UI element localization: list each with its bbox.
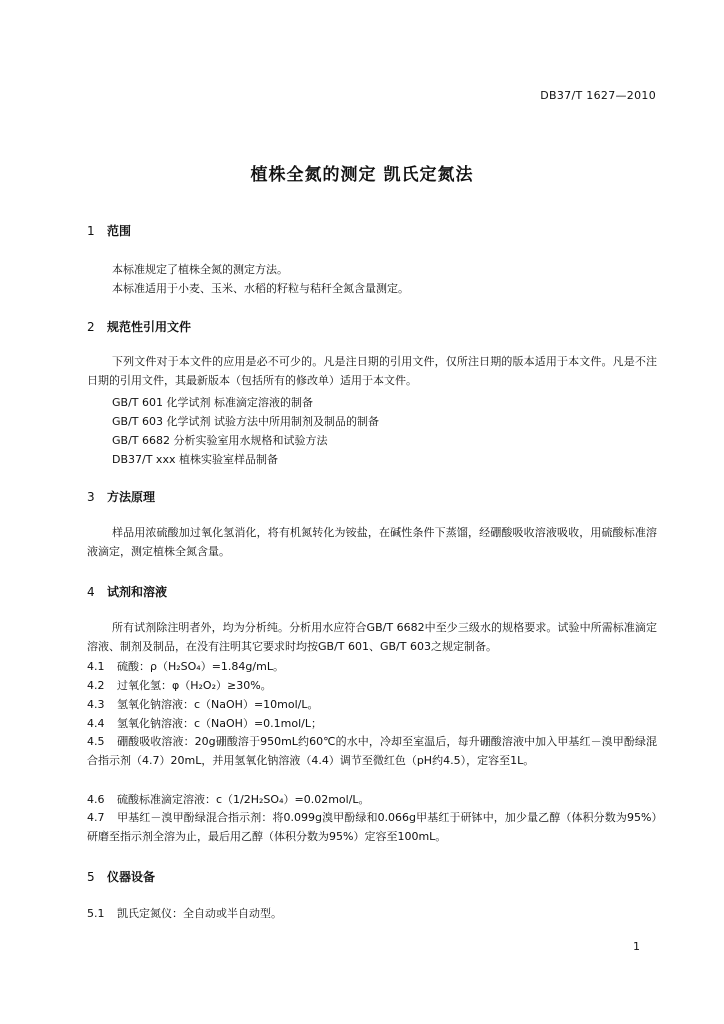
- section-3-paragraph: 样品用浓硫酸加过氧化氢消化，将有机氮转化为铵盐，在碱性条件下蒸馏，经硼酸吸收溶液吸收，用硫酸标准溶液滴定，测定植株全氮含量。: [87, 526, 657, 558]
- section-number: 3: [87, 490, 95, 504]
- item-text: 硫酸标准滴定溶液：c（1/2H₂SO₄）=0.02mol/L。: [117, 793, 370, 806]
- section-1-line-1: 本标准规定了植株全氮的测定方法。: [112, 263, 288, 276]
- section-3-heading: [87, 488, 155, 505]
- item-number: 4.5: [87, 735, 105, 748]
- list-item: [87, 715, 322, 731]
- item-number: 4.1: [87, 660, 105, 673]
- section-1-line-2: 本标准适用于小麦、玉米、水稻的籽粒与秸秆全氮含量测定。: [112, 282, 409, 295]
- item-text: 氢氧化钠溶液：c（NaOH）=10mol/L。: [117, 698, 319, 711]
- item-text: 过氧化氢：φ（H₂O₂）≥30%。: [117, 679, 272, 692]
- item-number: 4.2: [87, 679, 105, 692]
- section-title: 方法原理: [107, 490, 156, 504]
- item-text: 硫酸：ρ（H₂SO₄）=1.84g/mL。: [117, 660, 284, 673]
- item-number: 4.7: [87, 811, 105, 824]
- section-title: 规范性引用文件: [107, 320, 192, 334]
- list-item: [87, 905, 282, 921]
- section-number: 4: [87, 585, 95, 599]
- item-number: 4.4: [87, 717, 105, 730]
- item-number: 4.3: [87, 698, 105, 711]
- list-item: [87, 809, 657, 846]
- list-item: [87, 733, 657, 770]
- section-4-paragraph: 所有试剂除注明者外，均为分析纯。分析用水应符合GB/T 6682中至少三级水的规格要求。试验中所需标准滴定溶液、制剂及制品，在没有注明其它要求时均按GB/T 601、GB/T 603之规定制备。: [87, 621, 657, 653]
- section-number: 5: [87, 870, 95, 884]
- reference-item: GB/T 601 化学试剂 标准滴定溶液的制备: [112, 396, 313, 409]
- section-title: 试剂和溶液: [107, 585, 168, 599]
- page-number: 1: [633, 940, 640, 953]
- list-item: [87, 658, 284, 674]
- item-number: 4.6: [87, 793, 105, 806]
- reference-item: GB/T 603 化学试剂 试验方法中所用制剂及制品的制备: [112, 415, 379, 428]
- section-title: 范围: [107, 224, 132, 238]
- section-title: 仪器设备: [107, 870, 156, 884]
- section-5-heading: [87, 868, 155, 885]
- document-title: 植株全氮的测定 凯氏定氮法: [250, 165, 474, 185]
- standard-number: DB37/T 1627—2010: [540, 89, 656, 102]
- item-text: 甲基红－溴甲酚绿混合指示剂：将0.099g溴甲酚绿和0.066g甲基红于研钵中，加少量乙醇（体积分数为95%）研磨至指示剂全溶为止，最后用乙醇（体积分数为95%）定容至100mL。: [87, 811, 657, 843]
- reference-item: DB37/T xxx 植株实验室样品制备: [112, 453, 278, 466]
- list-item: [87, 791, 370, 807]
- item-number: 5.1: [87, 907, 105, 920]
- list-item: [87, 677, 272, 693]
- item-text: 硼酸吸收溶液：20g硼酸溶于950mL约60℃的水中，冷却至室温后，每升硼酸溶液中加入甲基红－溴甲酚绿混合指示剂（4.7）20mL，并用氢氧化钠溶液（4.4）调节至微红色（pH约4.5），定容至1L。: [87, 735, 657, 767]
- list-item: [87, 696, 319, 712]
- item-text: 氢氧化钠溶液：c（NaOH）=0.1mol/L；: [117, 717, 322, 730]
- reference-item: GB/T 6682 分析实验室用水规格和试验方法: [112, 434, 328, 447]
- item-text: 凯氏定氮仪：全自动或半自动型。: [117, 907, 282, 920]
- section-number: 2: [87, 320, 95, 334]
- section-number: 1: [87, 224, 95, 238]
- section-4-heading: [87, 583, 167, 600]
- section-2-heading: [87, 318, 191, 335]
- section-2-paragraph: 下列文件对于本文件的应用是必不可少的。凡是注日期的引用文件，仅所注日期的版本适用于本文件。凡是不注日期的引用文件，其最新版本（包括所有的修改单）适用于本文件。: [87, 355, 657, 387]
- section-1-heading: [87, 222, 131, 239]
